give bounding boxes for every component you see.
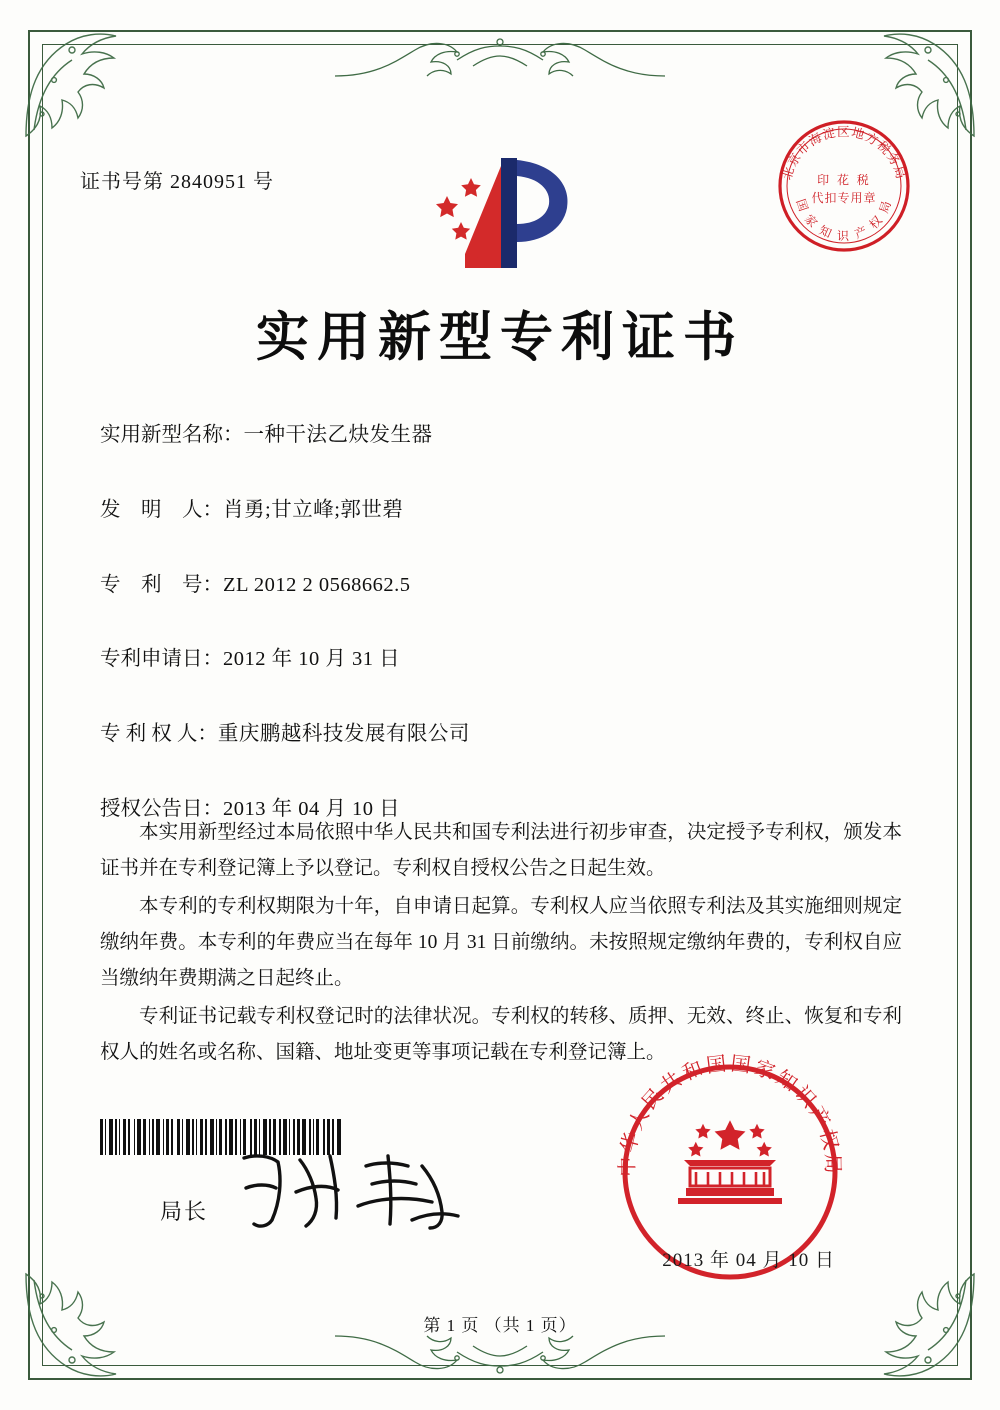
signature-label: 局长 — [160, 1199, 209, 1224]
director-handwritten-signature — [226, 1140, 476, 1240]
certificate-number: 证书号第 2840951 号 — [80, 171, 274, 193]
svg-text:中华人民共和国国家知识产权局: 中华人民共和国国家知识产权局 — [614, 1052, 846, 1177]
field-value: 肖勇;甘立峰;郭世碧 — [223, 498, 404, 521]
svg-text:国 家 知 识 产 权 局: 国 家 知 识 产 权 局 — [793, 197, 895, 243]
legal-paragraph: 本实用新型经过本局依照中华人民共和国专利法进行初步审查，决定授予专利权，颁发本证书并在专利登记簿上予以登记。专利权自授权公告之日起生效。 — [100, 822, 902, 880]
field-label: 发 明 人： — [100, 498, 223, 521]
field-row — [100, 719, 920, 750]
field-label: 专利申请日： — [100, 648, 223, 671]
page-footer: 第 1 页 （共 1 页） — [423, 1316, 577, 1335]
field-label: 专 利 权 人： — [100, 723, 218, 745]
field-label: 授权公告日： — [100, 797, 223, 820]
legal-paragraph: 专利证书记载专利权登记时的法律状况。专利权的转移、质押、无效、终止、恢复和专利权人的姓名或名称、国籍、地址变更等事项记载在专利登记簿上。 — [100, 1006, 902, 1064]
field-value: 重庆鹏越科技发展有限公司 — [217, 723, 470, 745]
signature-block — [160, 1140, 476, 1240]
svg-text:印 花 税: 印 花 税 — [817, 173, 871, 187]
page-title: 实用新型专利证书 — [256, 306, 744, 368]
svg-text:北京市海淀区地方税务局: 北京市海淀区地方税务局 — [778, 124, 910, 182]
certificate-content — [70, 70, 930, 1340]
field-value: 2012 年 10 月 31 日 — [223, 648, 401, 671]
patent-office-p-logo-icon — [405, 150, 595, 280]
field-row — [100, 495, 920, 526]
field-label: 专 利 号： — [100, 573, 223, 596]
field-row — [100, 644, 920, 675]
field-value: 2013 年 04 月 10 日 — [223, 797, 401, 820]
svg-text:代扣专用章: 代扣专用章 — [811, 191, 877, 205]
tax-stamp — [770, 112, 918, 260]
field-label: 实用新型名称： — [100, 424, 244, 446]
fields-list — [100, 420, 920, 869]
field-value: ZL 2012 2 0568662.5 — [223, 573, 411, 596]
legal-paragraph: 本专利的专利权期限为十年，自申请日起算。专利权人应当依照专利法及其实施细则规定缴纳年费。本专利的年费应当在每年 10 月 31 日前缴纳。未按照规定缴纳年费的，专利权自应当缴纳年费期满之日起终止。 — [100, 896, 902, 990]
field-value: 一种干法乙炔发生器 — [243, 424, 433, 446]
seal-date: 2013 年 04 月 10 日 — [662, 1250, 835, 1271]
field-row — [100, 570, 920, 601]
field-row — [100, 420, 920, 451]
legal-text-block — [100, 815, 902, 1073]
